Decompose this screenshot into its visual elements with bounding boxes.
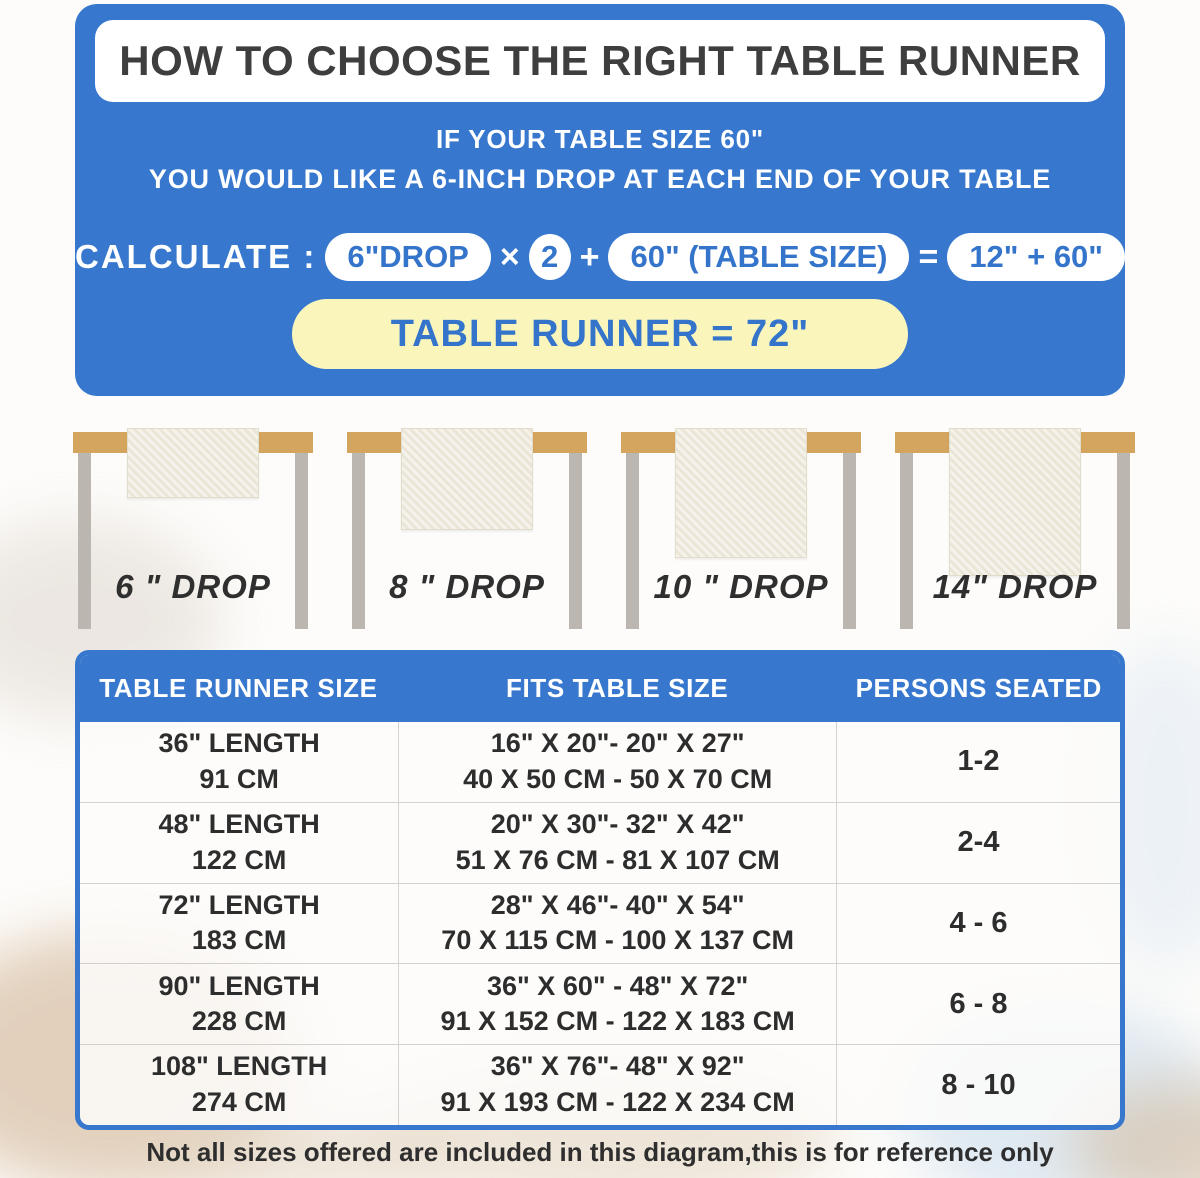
drop-label: 10 " DROP	[653, 568, 829, 605]
size-table-header	[79, 654, 1121, 722]
calc-pill-multiplier: 2	[529, 234, 571, 280]
table-runner-illustration	[949, 428, 1081, 576]
runner-size-cm: 274 CM	[191, 1087, 287, 1118]
cell-persons: 6 - 8	[836, 964, 1120, 1044]
cell-persons: 8 - 10	[836, 1045, 1120, 1125]
calc-label: CALCULATE :	[75, 238, 317, 275]
cell-persons: 4 - 6	[836, 884, 1120, 964]
calc-pill-drop: 6"DROP	[325, 233, 491, 281]
size-table-body	[80, 722, 1120, 1125]
cell-runner-size	[80, 964, 398, 1044]
drop-label: 6 " DROP	[115, 568, 271, 605]
col-header-persons: PERSONS SEATED	[855, 672, 1102, 703]
table-row	[80, 722, 1120, 802]
fits-size-inches: 36" X 60" - 48" X 72"	[486, 970, 749, 1001]
runner-size-inches: 90" LENGTH	[158, 970, 320, 1001]
drop-label: 8 " DROP	[389, 568, 545, 605]
runner-size-inches: 48" LENGTH	[158, 809, 320, 840]
table-row	[80, 883, 1120, 964]
cell-runner-size	[80, 1045, 398, 1125]
col-header-runner-size: TABLE RUNNER SIZE	[99, 672, 378, 703]
runner-size-inches: 36" LENGTH	[158, 728, 320, 759]
multiply-sign: ×	[499, 237, 520, 276]
fits-size-inches: 16" X 20"- 20" X 27"	[490, 728, 745, 759]
cell-runner-size	[80, 803, 398, 883]
fits-size-inches: 28" X 46"- 40" X 54"	[490, 889, 745, 920]
table-row	[80, 1044, 1120, 1125]
runner-size-inches: 72" LENGTH	[158, 889, 320, 920]
table-row	[80, 802, 1120, 883]
runner-size-cm: 122 CM	[191, 844, 287, 875]
fits-size-inches: 36" X 76"- 48" X 92"	[490, 1051, 745, 1082]
equals-sign: =	[918, 237, 939, 276]
plus-sign: +	[579, 237, 600, 276]
top-panel	[75, 4, 1125, 396]
fits-size-cm: 91 X 193 CM - 122 X 234 CM	[440, 1087, 795, 1118]
cell-fits-size	[398, 1045, 836, 1125]
drop-figures-row	[73, 420, 1135, 635]
fits-size-cm: 51 X 76 CM - 81 X 107 CM	[455, 844, 780, 875]
runner-size-cm: 183 CM	[191, 925, 287, 956]
result-pill	[292, 299, 908, 369]
table-runner-illustration	[675, 428, 807, 558]
fits-size-cm: 91 X 152 CM - 122 X 183 CM	[440, 1006, 795, 1037]
cell-fits-size	[398, 964, 836, 1044]
drop-figure-8	[347, 420, 587, 635]
runner-size-cm: 91 CM	[199, 763, 279, 794]
cell-fits-size	[398, 884, 836, 964]
table-row	[80, 963, 1120, 1044]
col-header-fits-size: FITS TABLE SIZE	[506, 672, 729, 703]
cell-runner-size	[80, 884, 398, 964]
cell-persons: 2-4	[836, 803, 1120, 883]
cell-persons: 1-2	[836, 722, 1120, 802]
table-runner-illustration	[401, 428, 533, 530]
runner-size-cm: 228 CM	[191, 1006, 287, 1037]
drop-figure-6	[73, 420, 313, 635]
subtitle-line-1: IF YOUR TABLE SIZE 60"	[435, 124, 764, 154]
result-text: TABLE RUNNER = 72"	[390, 312, 810, 355]
page-title: HOW TO CHOOSE THE RIGHT TABLE RUNNER	[119, 37, 1081, 84]
fits-size-inches: 20" X 30"- 32" X 42"	[490, 809, 745, 840]
size-table	[75, 650, 1125, 1130]
reference-note: Not all sizes offered are included in this diagram,this is for reference only	[146, 1137, 1054, 1167]
cell-runner-size	[80, 722, 398, 802]
cell-fits-size	[398, 722, 836, 802]
calc-pill-sum: 12" + 60"	[947, 233, 1125, 281]
drop-label: 14" DROP	[932, 568, 1098, 605]
cell-fits-size	[398, 803, 836, 883]
subtitle-line-2: YOU WOULD LIKE A 6-INCH DROP AT EACH END OF YOUR TABLE	[148, 164, 1052, 194]
title-box	[95, 20, 1105, 102]
table-runner-illustration	[127, 428, 259, 498]
calc-pill-table-size: 60" (TABLE SIZE)	[608, 233, 909, 281]
fits-size-cm: 70 X 115 CM - 100 X 137 CM	[441, 925, 794, 956]
drop-figure-10	[621, 420, 861, 635]
runner-size-inches: 108" LENGTH	[150, 1051, 328, 1082]
drop-figure-14	[895, 420, 1135, 635]
fits-size-cm: 40 X 50 CM - 50 X 70 CM	[463, 763, 773, 794]
calculation-row	[75, 233, 1125, 281]
